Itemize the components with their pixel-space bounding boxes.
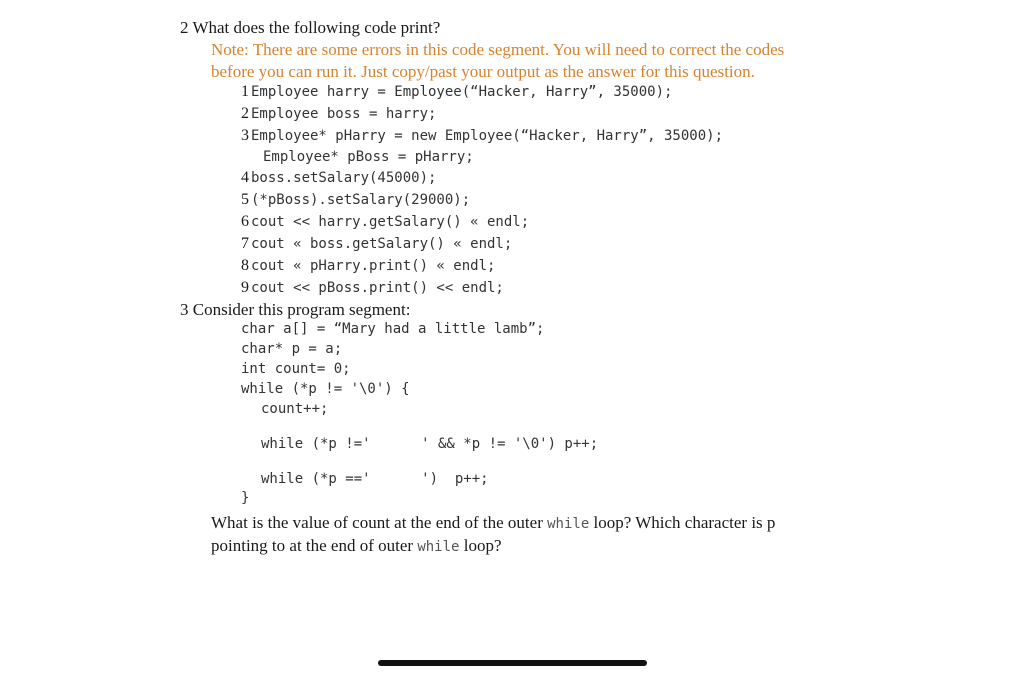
q3-question-line-2: pointing to at the end of outer while loop? — [211, 536, 502, 555]
q2-code-line: Employee* pBoss = pHarry; — [263, 149, 474, 165]
while-keyword: while — [417, 539, 460, 555]
q2-note-line-1: Note: There are some errors in this code segment. You will need to correct the codes — [211, 40, 785, 59]
q2-code-line: 6 cout << harry.getSalary() « endl; — [241, 213, 530, 230]
while-keyword: while — [547, 516, 590, 532]
q2-code-line: 2 Employee boss = harry; — [241, 105, 437, 122]
q2-code-line: 7 cout « boss.getSalary() « endl; — [241, 235, 513, 252]
q2-code-line: 5 (*pBoss).setSalary(29000); — [241, 191, 471, 208]
q3-code-line: while (*p ==' ') p++; — [261, 471, 489, 487]
q3-code-line: int count= 0; — [241, 361, 351, 377]
q2-code-line: 9 cout << pBoss.print() << endl; — [241, 279, 504, 296]
q3-code-line: char a[] = “Mary had a little lamb”; — [241, 321, 545, 337]
q2-heading: 2 What does the following code print? — [180, 18, 441, 37]
q3-code-line: char* p = a; — [241, 341, 343, 357]
q2-code-line: 8 cout « pHarry.print() « endl; — [241, 257, 496, 274]
q3-question-line-1: What is the value of count at the end of the outer while loop? Which character is p — [211, 513, 776, 532]
q3-code-line: } — [241, 490, 250, 506]
q2-code-line: 1 Employee harry = Employee(“Hacker, Harry”, 35000); — [241, 83, 673, 100]
q3-code-line: while (*p !=' ' && *p != '\0') p++; — [261, 436, 599, 452]
q3-code-line: while (*p != '\0') { — [241, 381, 410, 397]
q2-code-line: 4 boss.setSalary(45000); — [241, 169, 437, 186]
q2-code-line: 3 Employee* pHarry = new Employee(“Hacker, Harry”, 35000); — [241, 127, 724, 144]
q3-heading: 3 Consider this program segment: — [180, 300, 411, 319]
q2-note-line-2: before you can run it. Just copy/past your output as the answer for this question. — [211, 62, 755, 81]
q3-code-line: count++; — [261, 401, 329, 417]
home-indicator[interactable] — [378, 660, 647, 666]
